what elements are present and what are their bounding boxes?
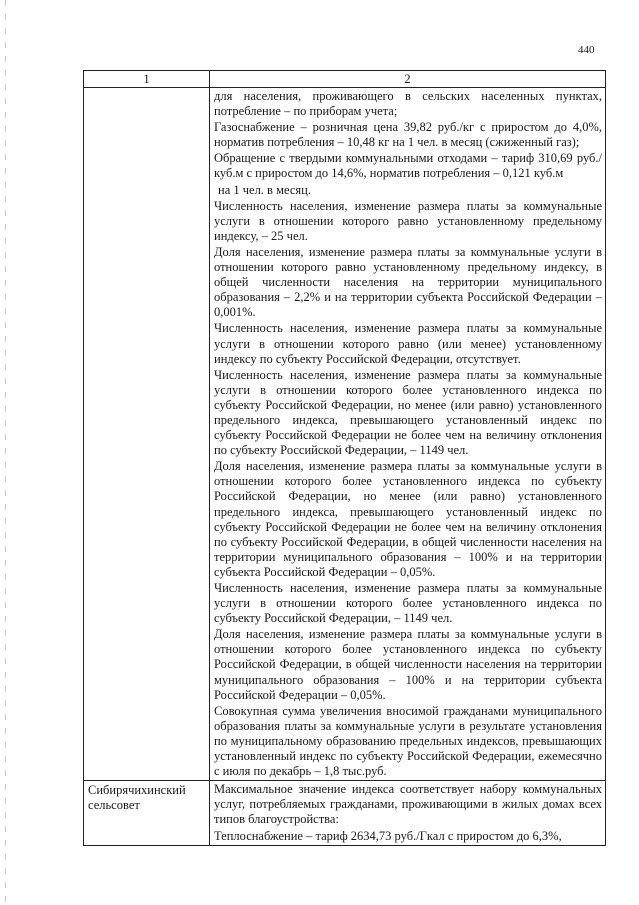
paragraph: Численность населения, изменение размера платы за коммунальные услуги в отношении которого равно установленному предельному индексу, – 25 чел. (214, 198, 602, 243)
document-table (83, 70, 606, 846)
row-label-cell: Сибирячихинский сельсовет (84, 781, 210, 845)
table-header-row (84, 71, 606, 88)
paragraph: Теплоснабжение – тариф 2634,73 руб./Гкал с приростом до 6,3%, (214, 828, 562, 843)
paragraph: Численность населения, изменение размера платы за коммунальные услуги в отношении которого равно (или менее) установленному индексу по субъекту Российской Федерации, отсутствует. (214, 321, 602, 366)
row-content-cell (210, 781, 606, 845)
page-number: 440 (578, 44, 595, 56)
paragraph: Численность населения, изменение размера платы за коммунальные услуги в отношении которого более установленного индекса по субъекту Российской Федерации, но менее (или равно) установленного предельного индекса, превышающего установленный индекс по субъекту Российской Федерации не более чем на величину отклонения по субъекту Российской Федерации, – 1149 чел. (214, 367, 602, 458)
paragraph: Численность населения, изменение размера платы за коммунальные услуги в отношении которого более установленного индекса по субъекту Российской Федерации, – 1149 чел. (214, 581, 602, 626)
paragraph: Совокупная сумма увеличения вносимой гражданами муниципального образования платы за коммунальные услуги в результате установления по муниципальному образованию предельных индексов, превышающих установленный индекс по субъекту Российской Федерации, ежемесячно с июля по декабрь – 1,8 тыс.руб. (214, 703, 602, 779)
table-row (84, 781, 606, 845)
row-content-cell (210, 88, 606, 781)
scan-edge-artifact (5, 0, 6, 905)
header-cell-2: 2 (210, 71, 606, 88)
table-row (84, 88, 606, 781)
paragraph: для населения, проживающего в сельских населенных пунктах, потребление – по приборам учета; (214, 89, 602, 119)
paragraph: на 1 чел. в месяц. (218, 182, 311, 197)
paragraph: Доля населения, изменение размера платы за коммунальные услуги в отношении которого равно установленному предельному индексу, в общей численности населения на территории муниципального образования – 2,2% и на территории субъекта Российской Федерации – 0,001%. (214, 244, 602, 320)
paragraph: Доля населения, изменение размера платы за коммунальные услуги в отношении которого более установленного индекса по субъекту Российской Федерации, в общей численности населения на территории муниципального образования – 100% и на территории субъекта Российской Федерации – 0,05%. (214, 627, 602, 702)
paragraph: Доля населения, изменение размера платы за коммунальные услуги в отношении которого более установленного индекса по субъекту Российской Федерации, но менее (или равно) установленного предельного индекса, превышающего установленный индекс по субъекту Российской Федерации не более чем на величину отклонения по субъекту Российской Федерации, в общей численности населения на территории муниципального образования – 100% и на территории субъекта Российской Федерации – 0,05%. (214, 459, 602, 579)
paragraph: Газоснабжение – розничная цена 39,82 руб./кг с приростом до 4,0%, норматив потребления – 10,48 кг на 1 чел. в месяц (сжиженный газ); (214, 120, 602, 150)
header-cell-1: 1 (84, 71, 210, 88)
paragraph: Обращение с твердыми коммунальными отходами – тариф 310,69 руб./куб.м с приростом до 14,6%, норматив потребления – 0,121 куб.м (214, 151, 602, 181)
row-label-cell (84, 88, 210, 781)
paragraph: Максимальное значение индекса соответствует набору коммунальных услуг, потребляемых гражданами, проживающими в жилых домах всех типов благоустройства: (214, 782, 602, 827)
